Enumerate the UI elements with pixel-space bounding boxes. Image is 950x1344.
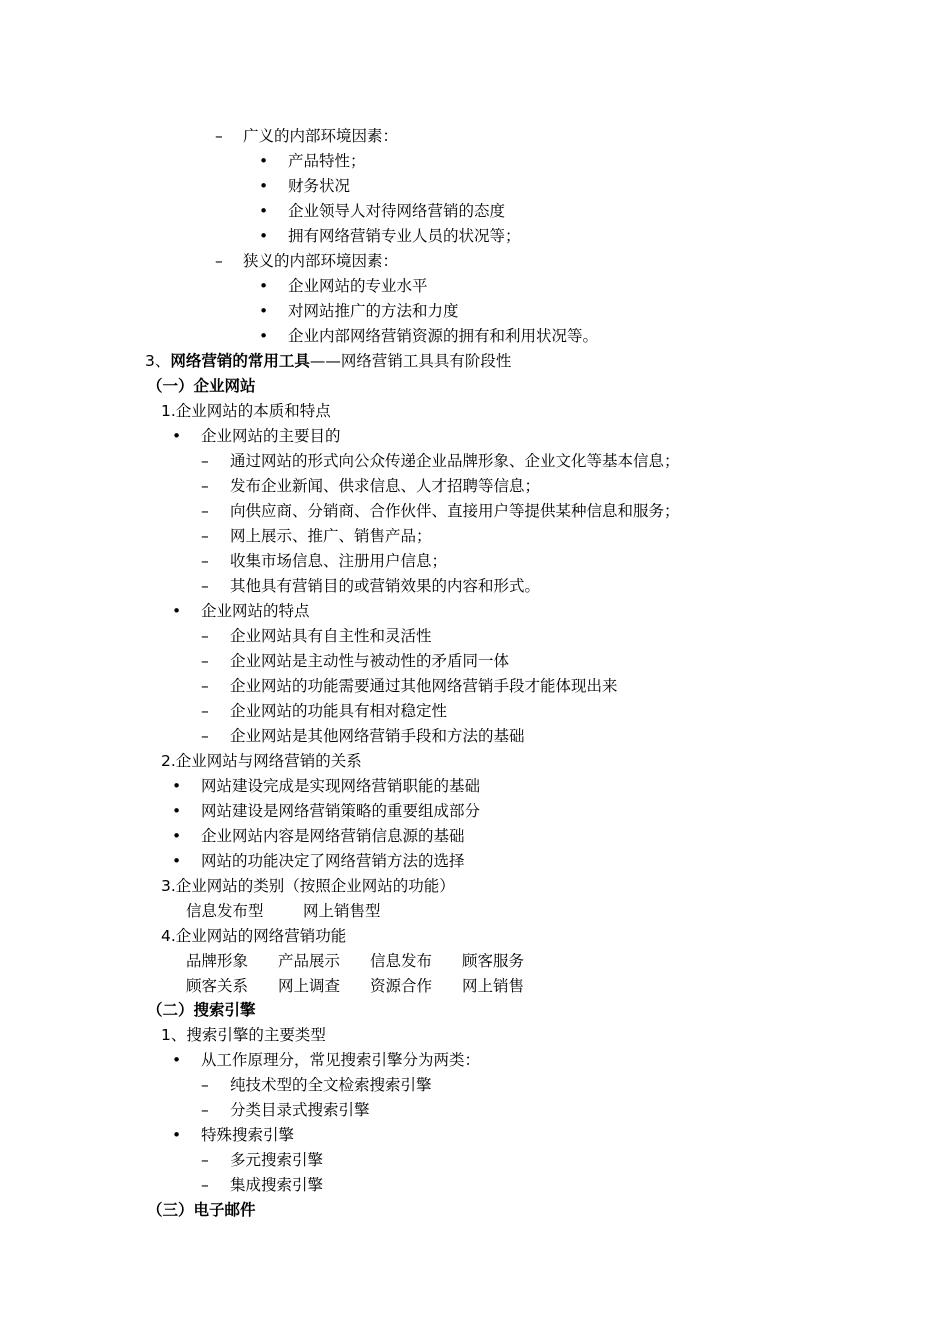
website-types-row [0,899,950,924]
section-number: 3、 [145,352,171,370]
bullet-marker: • [259,302,269,320]
list-item-text: 企业网站的专业水平 [288,277,428,295]
list-item-text: 拥有网络营销专业人员的状况等； [288,227,521,245]
bullet-marker: • [259,277,269,295]
bullet-marker: • [172,802,182,820]
type-label: 网上销售型 [303,902,381,920]
function-label: 产品展示 [278,952,341,970]
list-item-text: 网站建设是网络营销策略的重要组成部分 [201,802,481,820]
function-label: 顾客服务 [462,952,525,970]
list-item-text: 网站的功能决定了网络营销方法的选择 [201,852,465,870]
list-item-text: 网上展示、推广、销售产品； [230,527,432,545]
dash-marker: – [201,1151,209,1169]
list-item-text: 集成搜索引擎 [230,1176,324,1194]
list-item-text: 通过网站的形式向公众传递企业品牌形象、企业文化等基本信息； [230,452,680,470]
list-item-text: 企业网站是其他网络营销手段和方法的基础 [230,727,525,745]
list-item-text: 收集市场信息、注册用户信息； [230,552,448,570]
dash-marker: – [215,252,223,270]
list-item-text: 企业网站具有自主性和灵活性 [230,627,432,645]
dash-marker: – [201,552,209,570]
list-item-text: 企业网站是主动性与被动性的矛盾同一体 [230,652,510,670]
type-label: 信息发布型 [186,902,264,920]
list-item-text: 企业领导人对待网络营销的态度 [288,202,506,220]
function-label: 品牌形象 [186,952,249,970]
dash-marker: – [201,1176,209,1194]
dash-marker: – [201,502,209,520]
list-item-text: 企业内部网络营销资源的拥有和利用状况等。 [288,327,599,345]
list-item-text: 纯技术型的全文检索搜索引擎 [230,1076,432,1094]
list-item-text: 企业网站的功能具有相对稳定性 [230,702,448,720]
dash-marker: – [201,1076,209,1094]
principle-title: 从工作原理分，常见搜索引擎分为两类： [201,1051,481,1069]
list-item-text: 企业网站内容是网络营销信息源的基础 [201,827,465,845]
functions-row [0,949,950,974]
list-item-text: 向供应商、分销商、合作伙伴、直接用户等提供某种信息和服务； [230,502,680,520]
bullet-marker: • [259,327,269,345]
subheading-website-nature: 1.企业网站的本质和特点 [161,402,331,420]
bullet-marker: • [259,177,269,195]
bullet-marker: • [259,202,269,220]
part-heading-website: （一）企业网站 [147,377,256,395]
bullet-marker: • [259,227,269,245]
dash-marker: – [215,127,223,145]
dash-marker: – [201,452,209,470]
dash-marker: – [201,652,209,670]
bullet-marker: • [259,152,269,170]
broad-env-title: 广义的内部环境因素： [243,127,399,145]
part-heading-email: （三）电子邮件 [147,1201,256,1219]
bullet-marker: • [172,827,182,845]
dash-marker: – [201,627,209,645]
function-label: 信息发布 [370,952,433,970]
dash-marker: – [201,727,209,745]
list-item-text: 财务状况 [288,177,351,195]
subheading-website-relation: 2.企业网站与网络营销的关系 [161,752,362,770]
subheading-search-types: 1、搜索引擎的主要类型 [161,1026,326,1044]
subheading-website-types: 3.企业网站的类别（按照企业网站的功能） [161,877,455,895]
dash-marker: – [201,677,209,695]
dash-marker: – [201,577,209,595]
narrow-env-title: 狭义的内部环境因素： [243,252,399,270]
list-item-text: 其他具有营销目的或营销效果的内容和形式。 [230,577,541,595]
features-title: 企业网站的特点 [201,602,310,620]
list-item-text: 对网站推广的方法和力度 [288,302,459,320]
function-label: 网上调查 [278,977,341,995]
section-heading-3 [145,349,511,374]
bullet-marker: • [172,427,182,445]
function-label: 顾客关系 [186,977,249,995]
dash-marker: – [201,1101,209,1119]
subheading-website-functions: 4.企业网站的网络营销功能 [161,927,347,945]
function-label: 网上销售 [462,977,525,995]
bullet-marker: • [172,1051,182,1069]
part-heading-search-engine: （二）搜索引擎 [147,1001,256,1019]
function-label: 资源合作 [370,977,433,995]
list-item-text: 企业网站的功能需要通过其他网络营销手段才能体现出来 [230,677,618,695]
section-title-rest: ——网络营销工具具有阶段性 [309,352,512,370]
dash-marker: – [201,477,209,495]
list-item-text: 分类目录式搜索引擎 [230,1101,370,1119]
special-title: 特殊搜索引擎 [201,1126,295,1144]
bullet-marker: • [172,602,182,620]
bullet-marker: • [172,1126,182,1144]
list-item-text: 网站建设完成是实现网络营销职能的基础 [201,777,481,795]
functions-row [0,974,950,999]
list-item-text: 多元搜索引擎 [230,1151,324,1169]
dash-marker: – [201,527,209,545]
dash-marker: – [201,702,209,720]
section-title-bold: 网络营销的常用工具 [170,352,310,370]
purpose-title: 企业网站的主要目的 [201,427,341,445]
list-item-text: 产品特性； [288,152,366,170]
list-item-text: 发布企业新闻、供求信息、人才招聘等信息； [230,477,541,495]
bullet-marker: • [172,777,182,795]
bullet-marker: • [172,852,182,870]
